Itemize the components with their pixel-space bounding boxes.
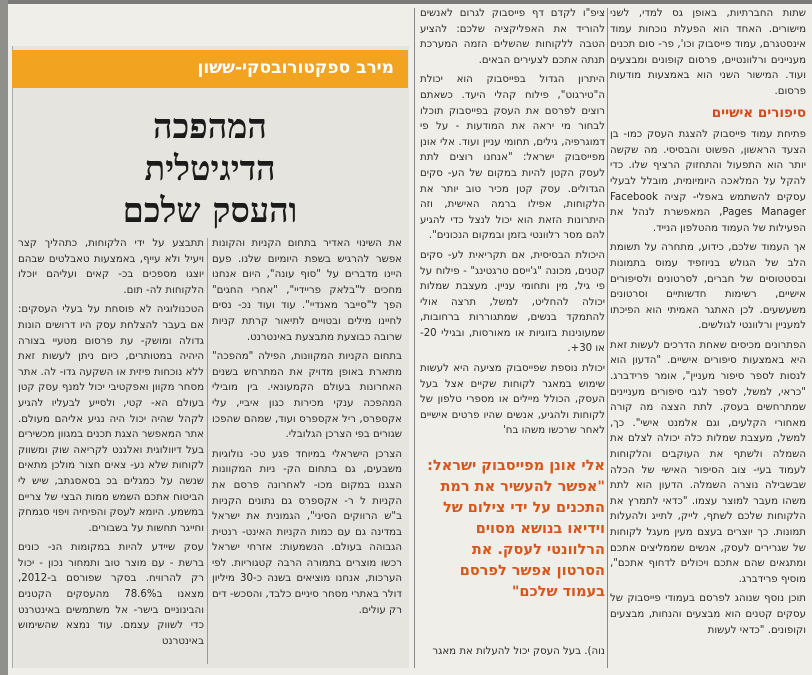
page-edge xyxy=(0,0,8,675)
paragraph: שתות החברתיות, באופן גס למדי, לשני מישורים. האחד הוא הפעלת נוכחות עמוד אינסטגרם, עמוד פייסבוק וכו', פר- סום תכנים מעניינים ורלוונטיים, פרסום קופונים ומבצעים ועוד. המישור השני הוא באמצעות מודעות פרסום. xyxy=(610,8,806,97)
paragraph: בתחום הקניות המקוונות, הפילה "מהפכה" מתארת באופן מדויק את המתרחש בשנים האחרונות בעולם הקמעונאי. בין מובילי המהפכה ענקי מכירות כגון איביי, עלי אקספרס, ריל אקספרס ועוד, שמהם שהפכו שגורים בפי הצרכן הגלובלי. xyxy=(212,351,402,441)
section-subtitle: סיפורים אישיים xyxy=(711,104,806,121)
paragraph: יכולת נוספת שפייסבוק מציעה היא לעשות שימוש במאגר לקוחות שקיים אצל בעל העסק, הכולל מיילים או מספרי טלפון של לקוחות ולהגיע, אנשים שהיו פרטים אישיים לאחר שרכשו משהו בח' xyxy=(420,363,605,437)
headline-line: והעסק שלכם xyxy=(122,191,298,231)
headline xyxy=(12,106,408,232)
headline-line: הדיגיטלית xyxy=(144,149,276,189)
top-rule xyxy=(0,0,812,4)
paragraph: ציפ"ו לקדם דף פייסבוק לגרום לאנשים להוריד את האפליקציה שלכם: להציע הטבה ללקוחות שהשלים הזמה המערכת תנתה אתכם לצעירים הבאים. xyxy=(420,8,605,66)
paragraph: עסק שיידע להיות במקומות הנ- כונים ברשת - עם מוצר טוב ותמחור נכון - יכול רק להרוויח. בסקר שפורסם ב-2012, מצאנו ב78.6% מהעסקים הקטנים והבינוניים בישר- אל משתמשים באינטרנט כדי לשווק עצמם. עוד נמצא שהשימוש באינטרנט xyxy=(18,542,204,647)
paragraph: אך העמוד שלכם, כידוע, מתחרה על תשומת הלב של הגולש בניוזפיד עמוס בתמונות ובסטטוסים של חברים, לסרטונים ולסיפורים אישיים, רשימות חדשותיים וסרטונים משעשעים. לכן האתגר האמיתי הוא הפיכתו למעניין ורלוונטי לגולשים. xyxy=(610,242,806,332)
paragraph: הצרכן הישראלי במיוחד פגע טכ- נולוגיות משבעים, גם בתחום הק- ניות המקוונות הצגנו במקום מכו- לאחרונה פרסם את הקניות ל ר- אקספרס גם נתונים הקניות ב"ש הרווקים הסיני", הגמונית את ישראל במדינה גם עם כמות הקניות האינט- רנטית הגבוהה בעולם. הנשמעות: אזרחי ישראל רכשו מוצרים בתמורה הרבה קטגוריות. לפי הערכות, אנחנו מוציאים בשנה כ-30 מיליון דולר באתרי מסחר סיניים כלבד, והסכש- דים רק עולים. xyxy=(212,448,402,616)
paragraph: היתרון הגדול בפייסבוק הוא יכולת ה"טירגוט", פילוח קהלי היעד. כשאתם רוצים לפרסם את העסק בפייסבוק תוכלו לבחור מי יראה את המודעות - על פי דמוגרפיה, גילים, תחומי עניין ועוד. אלי אונן מפייסבוק ישראל: "אנחנו רוצים לתת לעסק הקטן להיות במקום של הע- סקים הגדולים. עסק קטן מכיר טוב יותר את הלקוחות, אפילו ברמה האישית, וזה היתרונות הזאת הוא יכול לנצל כדי להגיע להם מסר רלוונטי בזמן ובמקום הנכונים". xyxy=(420,74,605,242)
pull-quote: אלי אונן מפייסבוק ישראל: "אפשר להעשיר את רמת התכנים על ידי צילום של וידיאו בנושא מסוים הרלוונטי לעסק. את הסרטון אפשר לפרסם בעמוד שלכם" xyxy=(427,458,605,600)
middle-column xyxy=(420,6,605,446)
paragraph: את השינוי האדיר בתחום הקניות והקונות אפשר להרגיש בשפת היומיום שלנו. פעם היינו מדברים על "סוף עונה", היום אנחנו מחכים ל"בלאק פריידיי", "אחרי החגים" הפך ל"סייבר מאנדיי". עוד ועוד נכ- נסים לחיינו מילים ובטויים לתיאור קרתת קניות שרובה כבוצעת מתבצעת באינטרנט. xyxy=(212,238,402,343)
paragraph: נוה). בעל העסק יכול להעלות את מאגר xyxy=(432,646,605,657)
column-divider xyxy=(414,8,415,668)
headline-line: המהפכה xyxy=(153,107,267,147)
paragraph: פתיחת עמוד פייסבוק להצגת העסק כמו- בן הצעד הראשון, הפשוט והבסיסי. מה שקשה יותר הוא התפעול והתחזוק הרציף שלו. כדי להקל על המלאכה היומיומית, מובלל לבעלי עסקים להשתמש באפלי- קציה Facebook Pages Manager, המאפשרת לנהל את הפעילות של העמוד מהטלפון הנייד. xyxy=(610,129,806,234)
paragraph: תוכן נוסף שנוהג לפרסם בעמודי פייסבוק של עסקים קטנים הוא מבצעים והנחות, מבצעים וקופונים. "כדאי לעשות xyxy=(610,593,806,636)
paragraph: הטכנולוגיה לא פוסחת על בעלי העסקים: אם בעבר להצלחת עסק היו דרושים הונות גדולה ומושק- עת פרסום מטעיי בצורה היהיה במטותרים, כיום ניתן לעשות זאת ללא נוכחות פיזית או השקעה גדו- לה. אתר מסחר מקוון ואפקטיבי יכול למנף עסק קטן בעולם הא- קטי, ולסייע לבעליו להגיע לקהל שהיה יכול היה נגיע אליהם מעולם. אתר המאפשר הצגת תכנים במגוון מכשירים בעל דיוולוגית ואלגנט לקריאה שוק ומשווק לקוחות שלא נע- צאים חצור מולכן מתאים שנשה על כמגלים בכ בסאסגתב, שיש לי הביטוח אתכם השמש ממות הבצי של צריים במשמע. היומא לעסק והפיחיה ויפוי סגמחק וחייגר תחשות על בשבורים. xyxy=(18,304,204,534)
column-divider xyxy=(607,8,608,668)
author-name: מירב ספקטורובסקי-ששון xyxy=(197,58,394,78)
paragraph: תתבצע על ידי הלקוחות, כתהליך קצר ויעיל ולא עייף, באמצעות טאבלטים שבהם יוצגו מספכים בכ- קאים ועליהם יוכלו הלקוחות לה- תום. xyxy=(18,238,204,296)
article-column-right xyxy=(212,236,402,666)
article-column-left xyxy=(18,236,204,666)
paragraph: הפתרונים מכיסים שאחת הדרכים לעשות זאת היא באמצעות סיפורים אישיים. "הדעון הוא לנסות לספר סיפור מעניין", אומר פרידברג. "כראי, למשל, לספר לגבי סיפורים מעניינים שמתרחשים בעסק. לתת הצצה מה קורה מאחורי הקלעים, וגם אלמנט אישי". כך, למשל, מעצבת שמלות כלה יכולה לצלם את השמלה ולשתף את העוקבים והלקוחות לעמוד בעי- צוב הסיפור האישי של הכלה שבשבילה נוצרה השמלה. הדעון הוא לתת משהו מעבר למוצר עצמו. "כדאי לתמרץ את הלקוחות שלכם לשתף, לייק, לתייג ולהעלות תמונות. כך יוצרים בעצם מעין מעגל לקוחות של שגרירים לעסק, אנשים שממליצים אתכם ומתגאים שהם אתכם ויכולים לדחוף אתכם", מוסיף פרידברג. xyxy=(610,339,806,585)
author-bar xyxy=(12,50,408,88)
paragraph: היכולת הבסיסית, אם תקריאית לע- סקים קטנים, מכונה "ג'ייסם טרגטינג" - פילוח על פי גיל, מין ותחומי עניין. מעצבת שמלות יכולה להחליט, למשל, תרצה אולי להתמקד בנשים, שמתגוררות ברחובות, שמעונינות בזוגיות או מאורסות, ובגילי 20- או 30+. xyxy=(420,249,605,355)
right-column xyxy=(610,6,806,670)
column-divider xyxy=(207,238,208,664)
